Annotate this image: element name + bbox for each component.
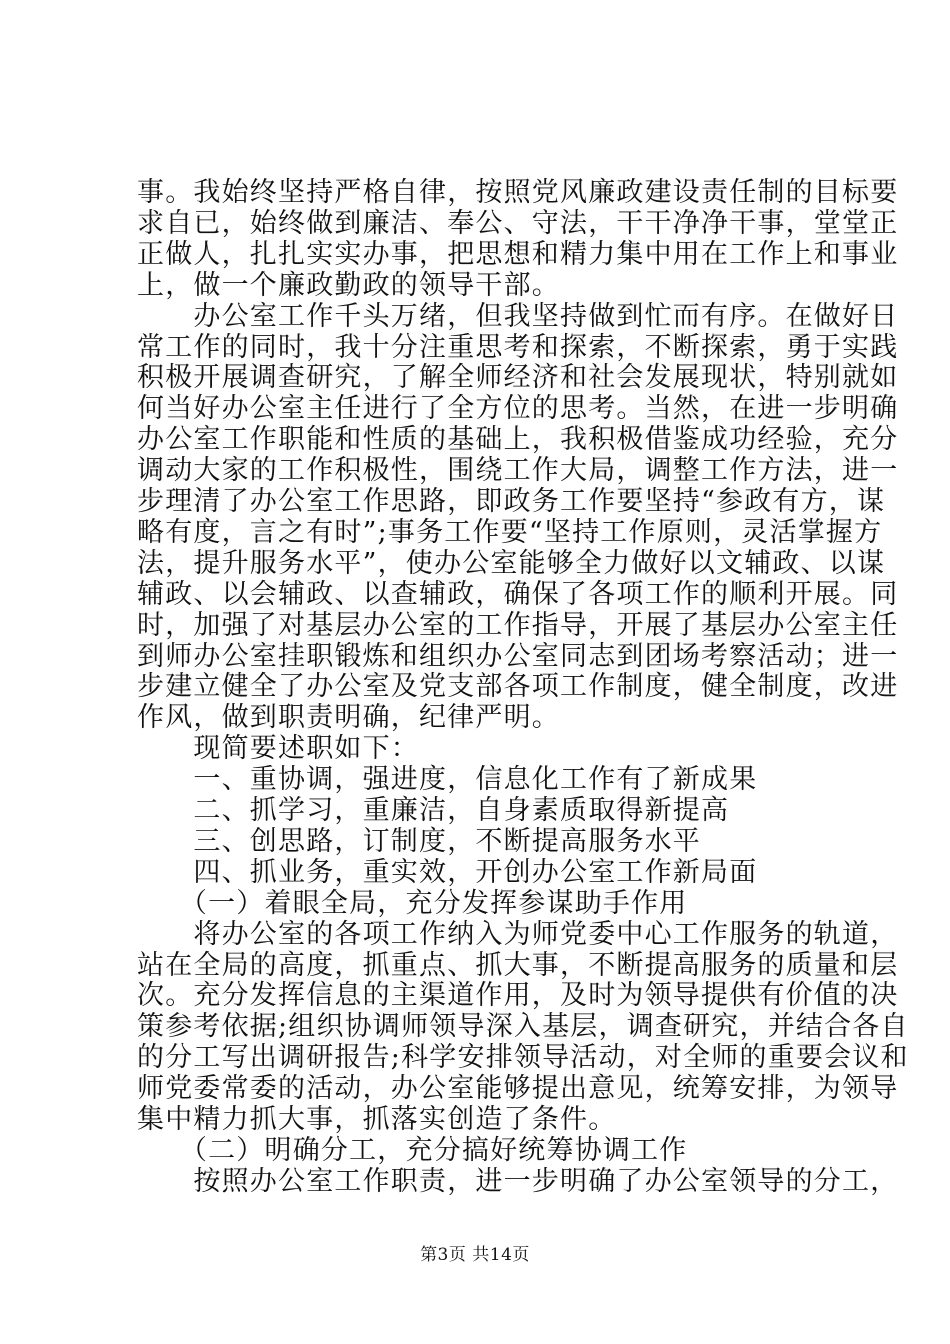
text-line: 按照办公室工作职责，进一步明确了办公室领导的分工，: [137, 1165, 899, 1197]
text-line: 何当好办公室主任进行了全方位的思考。当然，在进一步明确: [137, 393, 899, 425]
text-line: 作风，做到职责明确，纪律严明。: [137, 702, 560, 734]
page-number-footer: 第3页 共14页: [420, 1245, 530, 1265]
text-line: 步理清了办公室工作思路，即政务工作要坚持“参政有方，谋: [137, 486, 886, 517]
text-line: 办公室工作千头万绪，但我坚持做到忙而有序。在做好日: [137, 300, 899, 332]
text-line: 次。充分发挥信息的主渠道作用，及时为领导提供有价值的决: [137, 980, 899, 1012]
text-line: 时，加强了对基层办公室的工作指导，开展了基层办公室主任: [137, 609, 899, 641]
text-line: 法，提升服务水平”，使办公室能够全力做好以文辅政、以谋: [137, 547, 886, 579]
text-line: 到师办公室挂职锻炼和组织办公室同志到团场考察活动；进一: [137, 640, 899, 672]
text-line: 师党委常委的活动，办公室能够提出意见，统筹安排，为领导: [137, 1073, 899, 1105]
list-item: 四、抓业务，重实效，开创办公室工作新局面: [137, 856, 758, 888]
list-item: 一、重协调，强进度，信息化工作有了新成果: [137, 764, 758, 796]
text-line: 常工作的同时，我十分注重思考和探索，不断探索，勇于实践: [137, 331, 899, 363]
text-line: 事。我始终坚持严格自律，按照党风廉政建设责任制的目标要: [137, 177, 899, 208]
text-line: 集中精力抓大事，抓落实创造了条件。: [137, 1104, 617, 1135]
text-line: 办公室工作职能和性质的基础上，我积极借鉴成功经验，充分: [137, 424, 899, 456]
text-line: 站在全局的高度，抓重点、抓大事，不断提高服务的质量和层: [137, 949, 899, 981]
list-item: 三、创思路，订制度，不断提高服务水平: [137, 825, 701, 857]
text-line: 策参考依据;组织协调师领导深入基层，调查研究，并结合各自: [137, 1011, 909, 1043]
text-line: 调动大家的工作积极性，围绕工作大局，调整工作方法，进一: [137, 455, 899, 487]
text-line: 将办公室的各项工作纳入为师党委中心工作服务的轨道，: [137, 918, 899, 950]
section-heading: （二）明确分工，充分搞好统筹协调工作: [137, 1134, 688, 1166]
section-heading: （一）着眼全局，充分发挥参谋助手作用: [137, 887, 688, 919]
text-line: 的分工写出调研报告;科学安排领导活动，对全师的重要会议和: [137, 1042, 909, 1074]
text-line: 步建立健全了办公室及党支部各项工作制度，健全制度，改进: [137, 671, 899, 703]
text-line: 求自已，始终做到廉洁、奉公、守法，干干净净干事，堂堂正: [137, 207, 899, 239]
list-item: 二、抓学习，重廉洁，自身素质取得新提高: [137, 795, 730, 826]
text-line: 正做人，扎扎实实办事，把思想和精力集中用在工作上和事业: [137, 238, 899, 270]
text-line: 上，做一个廉政勤政的领导干部。: [137, 269, 560, 301]
text-line: 略有度，言之有时”;事务工作要“坚持工作原则，灵活掌握方: [137, 516, 883, 548]
text-line: 辅政、以会辅政、以查辅政，确保了各项工作的顺利开展。同: [137, 578, 899, 610]
text-line: 积极开展调查研究，了解全师经济和社会发展现状，特别就如: [137, 362, 899, 394]
text-line: 现简要述职如下：: [137, 733, 419, 765]
